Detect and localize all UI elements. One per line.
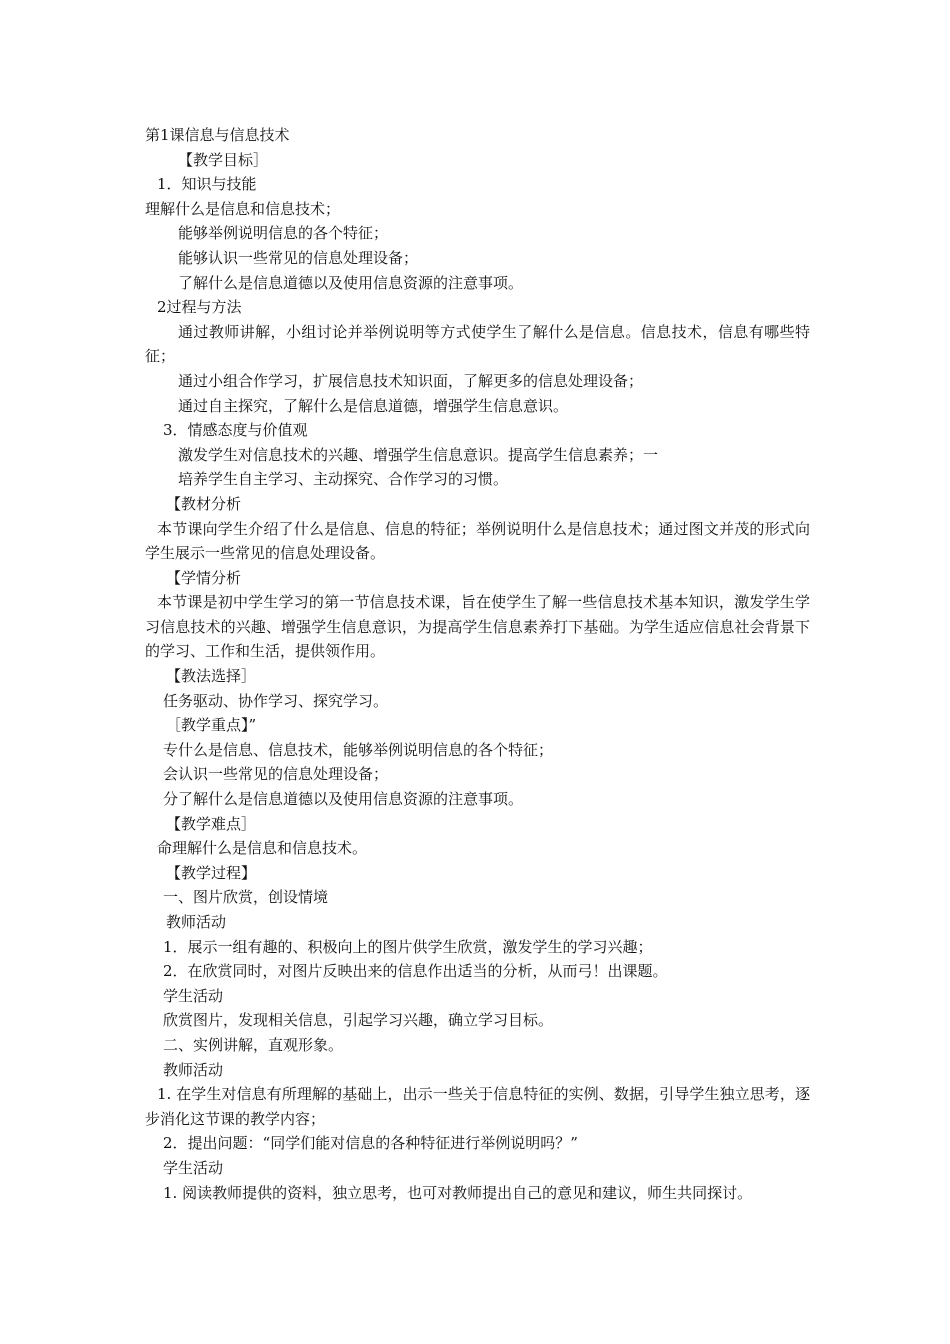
paragraph: 本节课向学生介绍了什么是信息、信息的特征；举例说明什么是信息技术；通过图文并茂的形式向学生展示一些常见的信息处理设备。: [145, 519, 810, 563]
paragraph: 1. 在学生对信息有所理解的基础上，出示一些关于信息特征的实例、数据，引导学生独立思考，逐步消化这节课的教学内容；: [145, 1085, 810, 1128]
subheading-teacher-activity: 教师活动: [163, 1060, 224, 1079]
subheading-step-1: 一、图片欣赏，创设情境: [163, 888, 329, 907]
subheading-process-method: 2过程与方法: [157, 298, 242, 317]
text-line: 能够认识一些常见的信息处理设备；: [178, 248, 419, 267]
text-line: 2．在欣赏同时，对图片反映出来的信息作出适当的分析，从而弓！出课题。: [163, 962, 668, 981]
section-heading-learner: 【学情分析: [166, 568, 242, 587]
section-heading-difficulties: 【教学难点］: [166, 814, 257, 833]
lesson-title: 第1课信息与信息技术: [145, 126, 290, 144]
text-line: 命理解什么是信息和信息技术。: [157, 839, 368, 858]
text-line: 了解什么是信息道德以及使用信息资源的注意事项。: [178, 273, 524, 292]
text-line: 通过小组合作学习，扩展信息技术知识面，了解更多的信息处理设备；: [178, 371, 644, 390]
text-line: 1. 阅读教师提供的资料，独立思考，也可对教师提出自己的意见和建议，师生共同探讨。: [163, 1183, 753, 1202]
document-body: [145, 123, 810, 1205]
text-line: 会认识一些常见的信息处理设备；: [163, 765, 389, 784]
subheading-student-activity: 学生活动: [163, 986, 224, 1005]
subheading-student-activity: 学生活动: [163, 1158, 224, 1177]
section-heading-teaching-goals: 【教学目标］: [178, 150, 269, 169]
text-line: 1．展示一组有趣的、积极向上的图片供学生欣赏，激发学生的学习兴趣；: [163, 937, 653, 956]
section-heading-methods: 【教法选择］: [166, 667, 257, 686]
text-line: 能够举例说明信息的各个特征；: [178, 224, 389, 243]
text-line: 分了解什么是信息道德以及使用信息资源的注意事项。: [163, 790, 524, 809]
text-line: 欣赏图片，发现相关信息，引起学习兴趣，确立学习目标。: [163, 1011, 554, 1030]
paragraph: 本节课是初中学生学习的第一节信息技术课，旨在使学生了解一些信息技术基本知识，激发学生学习信息技术的兴趣、增强学生信息意识，为提高学生信息素养打下基础。为学生适应信息社会背景下的学习、工作和生活，提供领作用。: [145, 593, 810, 661]
text-line: 任务驱动、协作学习、探究学习。: [163, 691, 389, 710]
text-line: 激发学生对信息技术的兴趣、增强学生信息意识。提高学生信息素养；一: [178, 445, 659, 464]
text-line: 理解什么是信息和信息技术；: [145, 199, 341, 218]
text-line: 专什么是信息、信息技术，能够举例说明信息的各个特征；: [163, 740, 554, 759]
subheading-attitude-values: 3．情感态度与价值观: [163, 421, 308, 440]
text-line: 2．提出问题：“同学们能对信息的各种特征进行举例说明吗？”: [163, 1134, 578, 1153]
text-line: 通过自主探究，了解什么是信息道德，增强学生信息意识。: [178, 396, 569, 415]
section-heading-materials: 【教材分析: [166, 494, 242, 513]
text-line: 培养学生自主学习、主动探究、合作学习的习惯。: [178, 470, 509, 489]
paragraph: 通过教师讲解，小组讨论并举例说明等方式使学生了解什么是信息。信息技术，信息有哪些特征；: [145, 322, 810, 366]
subheading-step-2: 二、实例讲解，直观形象。: [163, 1035, 344, 1054]
subheading-knowledge-skills: 1．知识与技能: [157, 175, 257, 194]
section-heading-process: 【教学过程】: [166, 863, 257, 882]
subheading-teacher-activity: 教师活动: [166, 913, 227, 931]
section-heading-key-points: ［教学重点】”: [166, 716, 257, 735]
